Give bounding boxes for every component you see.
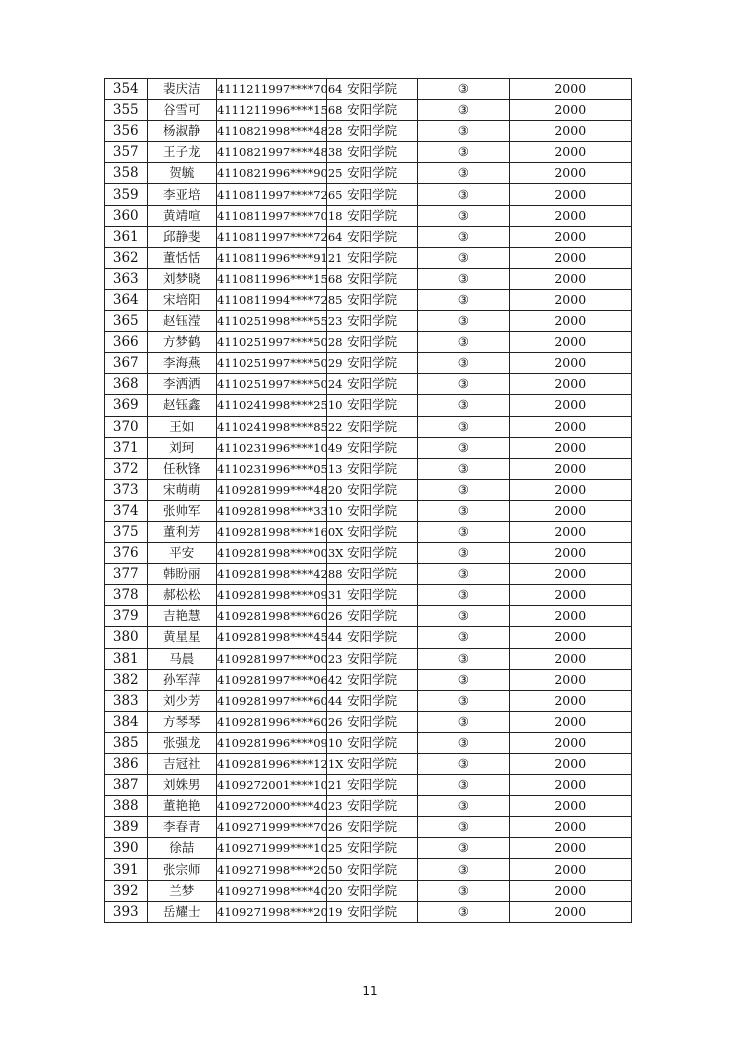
amount-cell: 2000: [509, 500, 631, 521]
amount-cell: 2000: [509, 458, 631, 479]
amount-cell: 2000: [509, 817, 631, 838]
school-name-cell: 安阳学院: [326, 521, 417, 542]
category-cell: ③: [418, 732, 509, 753]
id-number-cell: 4110821997****4838: [217, 142, 327, 163]
student-name-cell: 宋萌萌: [147, 479, 217, 500]
table-row: [105, 79, 632, 100]
amount-cell: 2000: [509, 690, 631, 711]
school-name-cell: 安阳学院: [326, 226, 417, 247]
category-cell: ③: [418, 395, 509, 416]
table-row: [105, 564, 632, 585]
table-row: [105, 627, 632, 648]
amount-cell: 2000: [509, 247, 631, 268]
student-name-cell: 任秋锋: [147, 458, 217, 479]
table-row: [105, 184, 632, 205]
table-row: [105, 543, 632, 564]
id-number-cell: 4109271998****2050: [217, 859, 327, 880]
student-name-cell: 马晨: [147, 648, 217, 669]
category-cell: ③: [418, 901, 509, 922]
school-name-cell: 安阳学院: [326, 606, 417, 627]
amount-cell: 2000: [509, 353, 631, 374]
id-number-cell: 4109272000****4023: [217, 796, 327, 817]
id-number-cell: 4109271999****7026: [217, 817, 327, 838]
student-name-cell: 董恬恬: [147, 247, 217, 268]
id-number-cell: 4109281998****3310: [217, 500, 327, 521]
id-number-cell: 4110231996****0513: [217, 458, 327, 479]
id-number-cell: 4110251997****5028: [217, 332, 327, 353]
row-number-cell: 372: [105, 458, 148, 479]
row-number-cell: 365: [105, 311, 148, 332]
row-number-cell: 360: [105, 205, 148, 226]
row-number-cell: 383: [105, 690, 148, 711]
id-number-cell: 4110811994****7285: [217, 289, 327, 310]
table-row: [105, 732, 632, 753]
amount-cell: 2000: [509, 564, 631, 585]
school-name-cell: 安阳学院: [326, 775, 417, 796]
row-number-cell: 391: [105, 859, 148, 880]
school-name-cell: 安阳学院: [326, 796, 417, 817]
amount-cell: 2000: [509, 754, 631, 775]
amount-cell: 2000: [509, 711, 631, 732]
row-number-cell: 384: [105, 711, 148, 732]
table-row: [105, 121, 632, 142]
student-name-cell: 王如: [147, 416, 217, 437]
table-row: [105, 838, 632, 859]
amount-cell: 2000: [509, 437, 631, 458]
id-number-cell: 4109271998****4020: [217, 880, 327, 901]
table-row: [105, 500, 632, 521]
category-cell: ③: [418, 859, 509, 880]
student-name-cell: 刘少芳: [147, 690, 217, 711]
id-number-cell: 4109281998****6026: [217, 606, 327, 627]
table-row: [105, 416, 632, 437]
amount-cell: 2000: [509, 100, 631, 121]
amount-cell: 2000: [509, 796, 631, 817]
table-row: [105, 711, 632, 732]
table-row: [105, 163, 632, 184]
row-number-cell: 390: [105, 838, 148, 859]
amount-cell: 2000: [509, 268, 631, 289]
student-name-cell: 杨淑静: [147, 121, 217, 142]
table-row: [105, 332, 632, 353]
school-name-cell: 安阳学院: [326, 479, 417, 500]
student-name-cell: 黄星星: [147, 627, 217, 648]
student-name-cell: 张帅军: [147, 500, 217, 521]
category-cell: ③: [418, 585, 509, 606]
category-cell: ③: [418, 543, 509, 564]
student-name-cell: 刘梦晓: [147, 268, 217, 289]
student-name-cell: 李春青: [147, 817, 217, 838]
school-name-cell: 安阳学院: [326, 289, 417, 310]
scholarship-roster-table: [104, 78, 632, 923]
amount-cell: 2000: [509, 374, 631, 395]
table-row: [105, 606, 632, 627]
id-number-cell: 4110811996****1568: [217, 268, 327, 289]
id-number-cell: 4109281998****0931: [217, 585, 327, 606]
table-row: [105, 247, 632, 268]
school-name-cell: 安阳学院: [326, 437, 417, 458]
id-number-cell: 4109281996****6026: [217, 711, 327, 732]
category-cell: ③: [418, 880, 509, 901]
id-number-cell: 4109281997****0023: [217, 648, 327, 669]
school-name-cell: 安阳学院: [326, 395, 417, 416]
row-number-cell: 382: [105, 669, 148, 690]
amount-cell: 2000: [509, 648, 631, 669]
table-row: [105, 817, 632, 838]
id-number-cell: 4110251997****5024: [217, 374, 327, 395]
school-name-cell: 安阳学院: [326, 184, 417, 205]
school-name-cell: 安阳学院: [326, 163, 417, 184]
row-number-cell: 362: [105, 247, 148, 268]
table-row: [105, 142, 632, 163]
id-number-cell: 4110251997****5029: [217, 353, 327, 374]
school-name-cell: 安阳学院: [326, 543, 417, 564]
school-name-cell: 安阳学院: [326, 585, 417, 606]
category-cell: ③: [418, 205, 509, 226]
row-number-cell: 367: [105, 353, 148, 374]
amount-cell: 2000: [509, 521, 631, 542]
student-name-cell: 邱静斐: [147, 226, 217, 247]
student-name-cell: 兰梦: [147, 880, 217, 901]
student-name-cell: 郝松松: [147, 585, 217, 606]
school-name-cell: 安阳学院: [326, 311, 417, 332]
table-row: [105, 268, 632, 289]
amount-cell: 2000: [509, 627, 631, 648]
table-row: [105, 775, 632, 796]
amount-cell: 2000: [509, 205, 631, 226]
category-cell: ③: [418, 690, 509, 711]
student-name-cell: 李海燕: [147, 353, 217, 374]
student-name-cell: 徐喆: [147, 838, 217, 859]
amount-cell: 2000: [509, 395, 631, 416]
id-number-cell: 4109281998****4288: [217, 564, 327, 585]
table-row: [105, 901, 632, 922]
category-cell: ③: [418, 121, 509, 142]
row-number-cell: 381: [105, 648, 148, 669]
id-number-cell: 4110821996****9025: [217, 163, 327, 184]
id-number-cell: 4110811996****9121: [217, 247, 327, 268]
id-number-cell: 4109281996****0910: [217, 732, 327, 753]
row-number-cell: 363: [105, 268, 148, 289]
category-cell: ③: [418, 838, 509, 859]
amount-cell: 2000: [509, 332, 631, 353]
category-cell: ③: [418, 226, 509, 247]
school-name-cell: 安阳学院: [326, 754, 417, 775]
id-number-cell: 4110241998****2510: [217, 395, 327, 416]
category-cell: ③: [418, 247, 509, 268]
student-name-cell: 黄靖喧: [147, 205, 217, 226]
student-name-cell: 李洒洒: [147, 374, 217, 395]
category-cell: ③: [418, 500, 509, 521]
id-number-cell: 4110811997****7018: [217, 205, 327, 226]
id-number-cell: 4110811997****7265: [217, 184, 327, 205]
category-cell: ③: [418, 627, 509, 648]
category-cell: ③: [418, 458, 509, 479]
row-number-cell: 368: [105, 374, 148, 395]
amount-cell: 2000: [509, 732, 631, 753]
school-name-cell: 安阳学院: [326, 374, 417, 395]
id-number-cell: 4110241998****8522: [217, 416, 327, 437]
category-cell: ③: [418, 268, 509, 289]
category-cell: ③: [418, 817, 509, 838]
school-name-cell: 安阳学院: [326, 564, 417, 585]
id-number-cell: 4109281997****6044: [217, 690, 327, 711]
school-name-cell: 安阳学院: [326, 690, 417, 711]
school-name-cell: 安阳学院: [326, 353, 417, 374]
amount-cell: 2000: [509, 311, 631, 332]
row-number-cell: 359: [105, 184, 148, 205]
amount-cell: 2000: [509, 901, 631, 922]
student-name-cell: 裴庆洁: [147, 79, 217, 100]
row-number-cell: 373: [105, 479, 148, 500]
table-row: [105, 669, 632, 690]
student-name-cell: 孙军萍: [147, 669, 217, 690]
category-cell: ③: [418, 100, 509, 121]
category-cell: ③: [418, 142, 509, 163]
school-name-cell: 安阳学院: [326, 142, 417, 163]
student-name-cell: 赵钰滢: [147, 311, 217, 332]
row-number-cell: 370: [105, 416, 148, 437]
table-row: [105, 289, 632, 310]
id-number-cell: 4109281996****121X: [217, 754, 327, 775]
category-cell: ③: [418, 648, 509, 669]
row-number-cell: 380: [105, 627, 148, 648]
table-row: [105, 880, 632, 901]
amount-cell: 2000: [509, 142, 631, 163]
category-cell: ③: [418, 79, 509, 100]
row-number-cell: 361: [105, 226, 148, 247]
student-name-cell: 赵钰鑫: [147, 395, 217, 416]
table-row: [105, 437, 632, 458]
amount-cell: 2000: [509, 184, 631, 205]
school-name-cell: 安阳学院: [326, 332, 417, 353]
category-cell: ③: [418, 479, 509, 500]
table-row: [105, 796, 632, 817]
row-number-cell: 386: [105, 754, 148, 775]
category-cell: ③: [418, 416, 509, 437]
row-number-cell: 388: [105, 796, 148, 817]
amount-cell: 2000: [509, 543, 631, 564]
category-cell: ③: [418, 353, 509, 374]
table-row: [105, 859, 632, 880]
student-name-cell: 吉艳慧: [147, 606, 217, 627]
row-number-cell: 393: [105, 901, 148, 922]
school-name-cell: 安阳学院: [326, 268, 417, 289]
school-name-cell: 安阳学院: [326, 817, 417, 838]
table-row: [105, 395, 632, 416]
student-name-cell: 宋培阳: [147, 289, 217, 310]
school-name-cell: 安阳学院: [326, 100, 417, 121]
student-name-cell: 贺毓: [147, 163, 217, 184]
category-cell: ③: [418, 289, 509, 310]
id-number-cell: 4109281999****4820: [217, 479, 327, 500]
table-row: [105, 585, 632, 606]
category-cell: ③: [418, 311, 509, 332]
amount-cell: 2000: [509, 226, 631, 247]
row-number-cell: 375: [105, 521, 148, 542]
category-cell: ③: [418, 374, 509, 395]
table-row: [105, 648, 632, 669]
roster-table-body: [105, 79, 632, 923]
category-cell: ③: [418, 184, 509, 205]
school-name-cell: 安阳学院: [326, 648, 417, 669]
student-name-cell: 董艳艳: [147, 796, 217, 817]
amount-cell: 2000: [509, 163, 631, 184]
page-number: 11: [362, 984, 378, 998]
row-number-cell: 356: [105, 121, 148, 142]
amount-cell: 2000: [509, 606, 631, 627]
id-number-cell: 4109271998****2019: [217, 901, 327, 922]
row-number-cell: 387: [105, 775, 148, 796]
school-name-cell: 安阳学院: [326, 859, 417, 880]
table-row: [105, 100, 632, 121]
row-number-cell: 379: [105, 606, 148, 627]
category-cell: ③: [418, 775, 509, 796]
amount-cell: 2000: [509, 880, 631, 901]
row-number-cell: 354: [105, 79, 148, 100]
student-name-cell: 张强龙: [147, 732, 217, 753]
id-number-cell: 4109272001****1021: [217, 775, 327, 796]
student-name-cell: 岳耀士: [147, 901, 217, 922]
category-cell: ③: [418, 711, 509, 732]
id-number-cell: 4109281998****4544: [217, 627, 327, 648]
id-number-cell: 4110251998****5523: [217, 311, 327, 332]
id-number-cell: 4111211996****1568: [217, 100, 327, 121]
student-name-cell: 刘姝男: [147, 775, 217, 796]
row-number-cell: 389: [105, 817, 148, 838]
id-number-cell: 4109281998****003X: [217, 543, 327, 564]
category-cell: ③: [418, 564, 509, 585]
amount-cell: 2000: [509, 838, 631, 859]
id-number-cell: 4110231996****1049: [217, 437, 327, 458]
row-number-cell: 377: [105, 564, 148, 585]
category-cell: ③: [418, 521, 509, 542]
amount-cell: 2000: [509, 289, 631, 310]
table-row: [105, 353, 632, 374]
row-number-cell: 366: [105, 332, 148, 353]
category-cell: ③: [418, 796, 509, 817]
id-number-cell: 4109271999****1025: [217, 838, 327, 859]
category-cell: ③: [418, 754, 509, 775]
table-row: [105, 458, 632, 479]
category-cell: ③: [418, 163, 509, 184]
category-cell: ③: [418, 332, 509, 353]
school-name-cell: 安阳学院: [326, 880, 417, 901]
school-name-cell: 安阳学院: [326, 416, 417, 437]
table-row: [105, 226, 632, 247]
table-row: [105, 690, 632, 711]
student-name-cell: 方琴琴: [147, 711, 217, 732]
school-name-cell: 安阳学院: [326, 732, 417, 753]
category-cell: ③: [418, 437, 509, 458]
school-name-cell: 安阳学院: [326, 247, 417, 268]
student-name-cell: 谷雪可: [147, 100, 217, 121]
category-cell: ③: [418, 606, 509, 627]
table-row: [105, 754, 632, 775]
category-cell: ③: [418, 669, 509, 690]
id-number-cell: 4110811997****7264: [217, 226, 327, 247]
amount-cell: 2000: [509, 416, 631, 437]
id-number-cell: 4109281998****160X: [217, 521, 327, 542]
row-number-cell: 385: [105, 732, 148, 753]
table-row: [105, 311, 632, 332]
school-name-cell: 安阳学院: [326, 458, 417, 479]
table-row: [105, 521, 632, 542]
row-number-cell: 355: [105, 100, 148, 121]
student-name-cell: 平安: [147, 543, 217, 564]
amount-cell: 2000: [509, 585, 631, 606]
table-row: [105, 205, 632, 226]
row-number-cell: 376: [105, 543, 148, 564]
student-name-cell: 方梦鹤: [147, 332, 217, 353]
student-name-cell: 李亚培: [147, 184, 217, 205]
student-name-cell: 董利芳: [147, 521, 217, 542]
student-name-cell: 刘珂: [147, 437, 217, 458]
amount-cell: 2000: [509, 121, 631, 142]
amount-cell: 2000: [509, 859, 631, 880]
table-row: [105, 374, 632, 395]
row-number-cell: 378: [105, 585, 148, 606]
school-name-cell: 安阳学院: [326, 901, 417, 922]
row-number-cell: 358: [105, 163, 148, 184]
table-row: [105, 479, 632, 500]
id-number-cell: 4110821998****4828: [217, 121, 327, 142]
school-name-cell: 安阳学院: [326, 205, 417, 226]
row-number-cell: 357: [105, 142, 148, 163]
student-name-cell: 韩盼丽: [147, 564, 217, 585]
school-name-cell: 安阳学院: [326, 838, 417, 859]
row-number-cell: 371: [105, 437, 148, 458]
row-number-cell: 364: [105, 289, 148, 310]
amount-cell: 2000: [509, 775, 631, 796]
school-name-cell: 安阳学院: [326, 627, 417, 648]
amount-cell: 2000: [509, 479, 631, 500]
school-name-cell: 安阳学院: [326, 79, 417, 100]
id-number-cell: 4109281997****0642: [217, 669, 327, 690]
row-number-cell: 374: [105, 500, 148, 521]
student-name-cell: 吉冠社: [147, 754, 217, 775]
amount-cell: 2000: [509, 669, 631, 690]
id-number-cell: 4111211997****7064: [217, 79, 327, 100]
school-name-cell: 安阳学院: [326, 711, 417, 732]
amount-cell: 2000: [509, 79, 631, 100]
school-name-cell: 安阳学院: [326, 121, 417, 142]
school-name-cell: 安阳学院: [326, 669, 417, 690]
student-name-cell: 王子龙: [147, 142, 217, 163]
school-name-cell: 安阳学院: [326, 500, 417, 521]
row-number-cell: 369: [105, 395, 148, 416]
row-number-cell: 392: [105, 880, 148, 901]
student-name-cell: 张宗师: [147, 859, 217, 880]
